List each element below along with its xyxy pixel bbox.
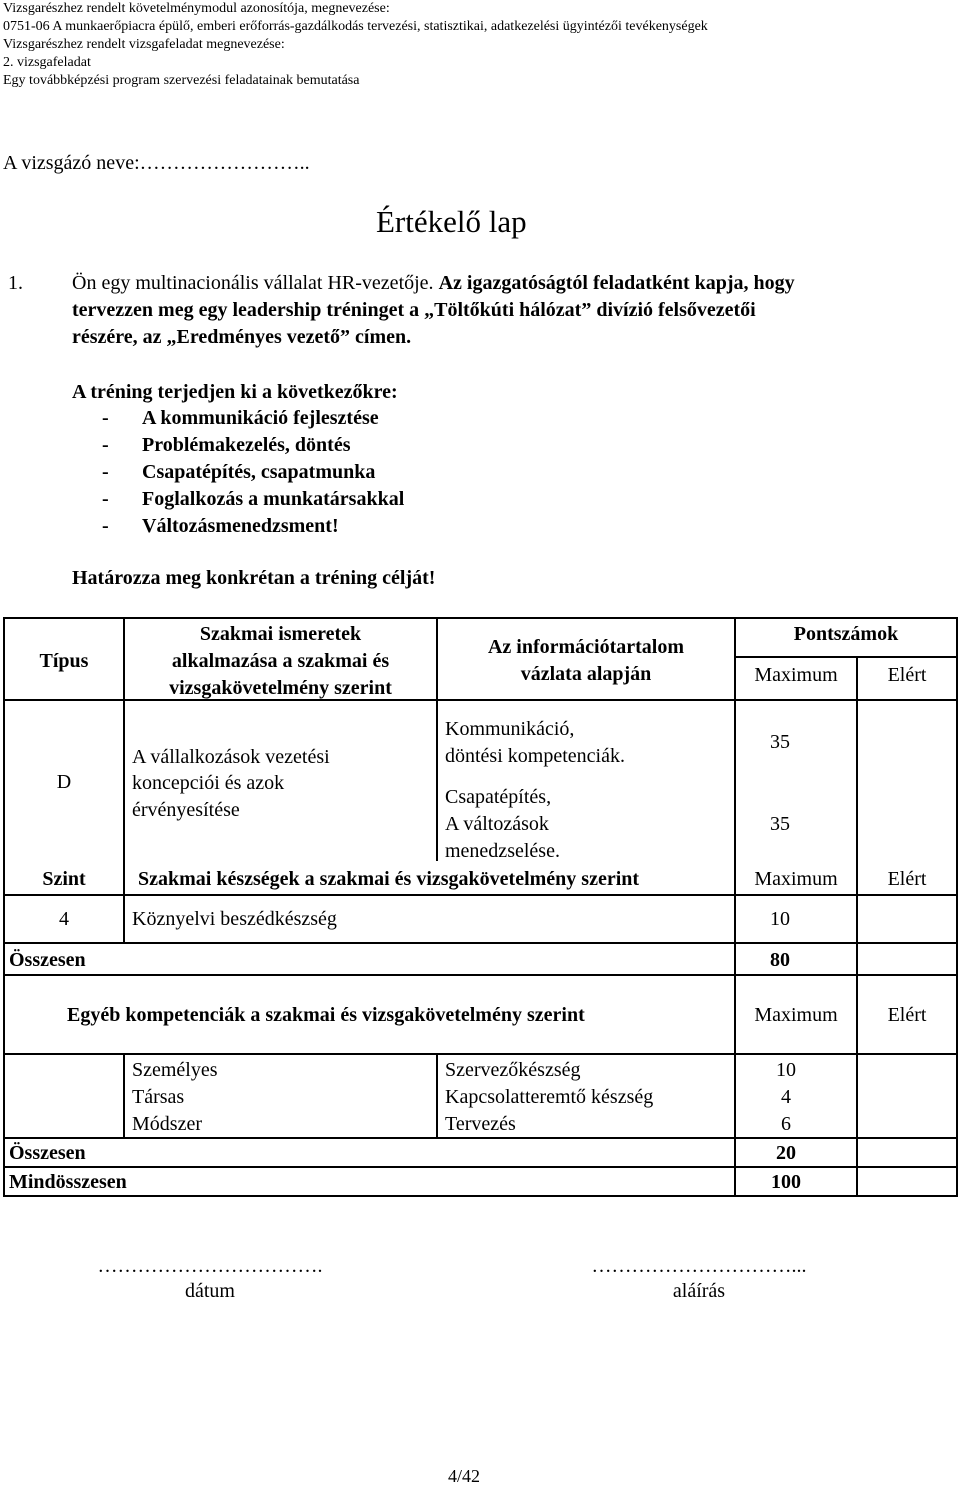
task-number: 1. bbox=[8, 272, 23, 294]
header-task-title: Egy továbbképzési program szervezési feladatainak bemutatása bbox=[3, 73, 360, 88]
task-intro: A tréning terjedjen ki a következőkre: bbox=[72, 381, 398, 403]
table-line bbox=[123, 1053, 125, 1137]
signature-label: aláírás bbox=[672, 1280, 726, 1302]
header-info-2: vázlata alapján bbox=[520, 663, 652, 685]
osszesen-value: 80 bbox=[770, 949, 790, 971]
page-title: Értékelő lap bbox=[376, 204, 527, 239]
header-module-name: 0751-06 A munkaerőpiacra épülő, emberi erőforrás-gazdálkodás tervezési, statisztikai, adatkezelési ügyintézői tevékenységek bbox=[3, 19, 708, 34]
competency-type: Személyes bbox=[132, 1059, 218, 1081]
header-pontszamok: Pontszámok bbox=[793, 623, 899, 645]
date-dots: ……………………………. bbox=[97, 1255, 323, 1277]
task-line-1-plain: Ön egy multinacionális vállalat HR-vezetője. bbox=[72, 272, 434, 294]
row-4-level: 4 bbox=[59, 908, 69, 930]
task-line-1-bold: Az igazgatóságtól feladatként kapja, hogy bbox=[438, 272, 795, 294]
table-line bbox=[3, 942, 958, 944]
competency-type: Társas bbox=[132, 1086, 185, 1108]
task-line-2: tervezzen meg egy leadership tréninget a „Töltőkúti hálózat” divízió felsővezetői bbox=[72, 299, 756, 321]
row-d-item2-max: 35 bbox=[770, 813, 790, 835]
table-line bbox=[3, 617, 958, 619]
egyeb-header: Egyéb kompetenciák a szakmai és vizsgakövetelmény szerint bbox=[67, 1004, 585, 1026]
bullet-item: Változásmenedzsment! bbox=[142, 515, 339, 537]
task-closing: Határozza meg konkrétan a tréning célját! bbox=[72, 567, 436, 589]
bullet-item: Csapatépítés, csapatmunka bbox=[142, 461, 376, 483]
header-info-1: Az információtartalom bbox=[487, 636, 685, 658]
competency-name: Szervezőkészség bbox=[445, 1059, 581, 1081]
competency-max: 4 bbox=[781, 1086, 791, 1108]
header-szakmai-2: alkalmazása a szakmai és bbox=[171, 650, 390, 672]
header-module-label: Vizsgarészhez rendelt követelménymodul azonosítója, megnevezése: bbox=[3, 1, 390, 16]
szint-elert: Elért bbox=[887, 868, 927, 890]
bullet-item: Problémakezelés, döntés bbox=[142, 434, 351, 456]
table-line bbox=[3, 974, 958, 976]
table-line bbox=[3, 617, 5, 1197]
examinee-name-field: A vizsgázó neve:…………………….. bbox=[3, 152, 310, 174]
bullet-item: A kommunikáció fejlesztése bbox=[142, 407, 379, 429]
row-d-tipus: D bbox=[56, 771, 72, 793]
header-szakmai-1: Szakmai ismeretek bbox=[199, 623, 362, 645]
row-d-desc-2: koncepciói és azok bbox=[132, 772, 285, 794]
header-elert: Elért bbox=[887, 664, 927, 686]
competency-max: 10 bbox=[776, 1059, 796, 1081]
row-4-max: 10 bbox=[770, 908, 790, 930]
header-szakmai-3: vizsgakövetelmény szerint bbox=[169, 677, 392, 699]
task-line-1 bbox=[72, 272, 795, 295]
szint-header: Szakmai készségek a szakmai és vizsgakövetelmény szerint bbox=[138, 868, 640, 890]
bullet-dash: - bbox=[102, 488, 109, 510]
table-line bbox=[436, 1053, 438, 1137]
table-line bbox=[856, 656, 858, 1197]
bullet-dash: - bbox=[102, 434, 109, 456]
row-d-item1-2: döntési kompetenciák. bbox=[445, 745, 625, 767]
table-line bbox=[956, 617, 958, 1197]
header-task-label: Vizsgarészhez rendelt vizsgafeladat megnevezése: bbox=[3, 37, 285, 52]
row-d-desc-1: A vállalkozások vezetési bbox=[132, 746, 330, 768]
row-d-item2-1: Csapatépítés, bbox=[445, 786, 552, 808]
egyeb-elert: Elért bbox=[887, 1004, 927, 1026]
szint-maximum: Maximum bbox=[754, 868, 838, 890]
table-line bbox=[3, 1195, 958, 1197]
page-number: 4/42 bbox=[448, 1466, 481, 1486]
szint-label: Szint bbox=[42, 868, 86, 890]
table-line bbox=[3, 1166, 958, 1168]
row-d-item2-3: menedzselése. bbox=[445, 840, 560, 862]
bullet-dash: - bbox=[102, 515, 109, 537]
competency-name: Kapcsolatteremtő készség bbox=[445, 1086, 654, 1108]
table-line bbox=[3, 1137, 958, 1139]
row-d-item1-max: 35 bbox=[770, 731, 790, 753]
table-line bbox=[734, 617, 736, 1197]
row-d-desc-3: érvényesítése bbox=[132, 799, 240, 821]
osszesen-label: Összesen bbox=[9, 949, 86, 971]
competency-name: Tervezés bbox=[445, 1113, 516, 1135]
row-d-item1-1: Kommunikáció, bbox=[445, 718, 575, 740]
header-task-number: 2. vizsgafeladat bbox=[3, 55, 91, 70]
table-line bbox=[3, 894, 958, 896]
competency-max: 6 bbox=[781, 1113, 791, 1135]
task-line-3: részére, az „Eredményes vezető” címen. bbox=[72, 326, 412, 348]
bullet-dash: - bbox=[102, 461, 109, 483]
bullet-dash: - bbox=[102, 407, 109, 429]
date-label: dátum bbox=[185, 1280, 235, 1302]
osszesen-label: Összesen bbox=[9, 1142, 86, 1164]
bullet-item: Foglalkozás a munkatársakkal bbox=[142, 488, 405, 510]
egyeb-maximum: Maximum bbox=[754, 1004, 838, 1026]
header-maximum: Maximum bbox=[754, 664, 838, 686]
row-d-item2-2: A változások bbox=[445, 813, 549, 835]
mindosszesen-label: Mindösszesen bbox=[9, 1171, 127, 1193]
signature-dots: …………………………... bbox=[591, 1255, 807, 1277]
row-4-name: Köznyelvi beszédkészség bbox=[132, 908, 337, 930]
osszesen-value: 20 bbox=[776, 1142, 796, 1164]
header-tipus: Típus bbox=[39, 650, 89, 672]
table-line bbox=[3, 1053, 958, 1055]
table-line bbox=[736, 656, 958, 658]
competency-type: Módszer bbox=[132, 1113, 202, 1135]
mindosszesen-value: 100 bbox=[771, 1171, 801, 1193]
